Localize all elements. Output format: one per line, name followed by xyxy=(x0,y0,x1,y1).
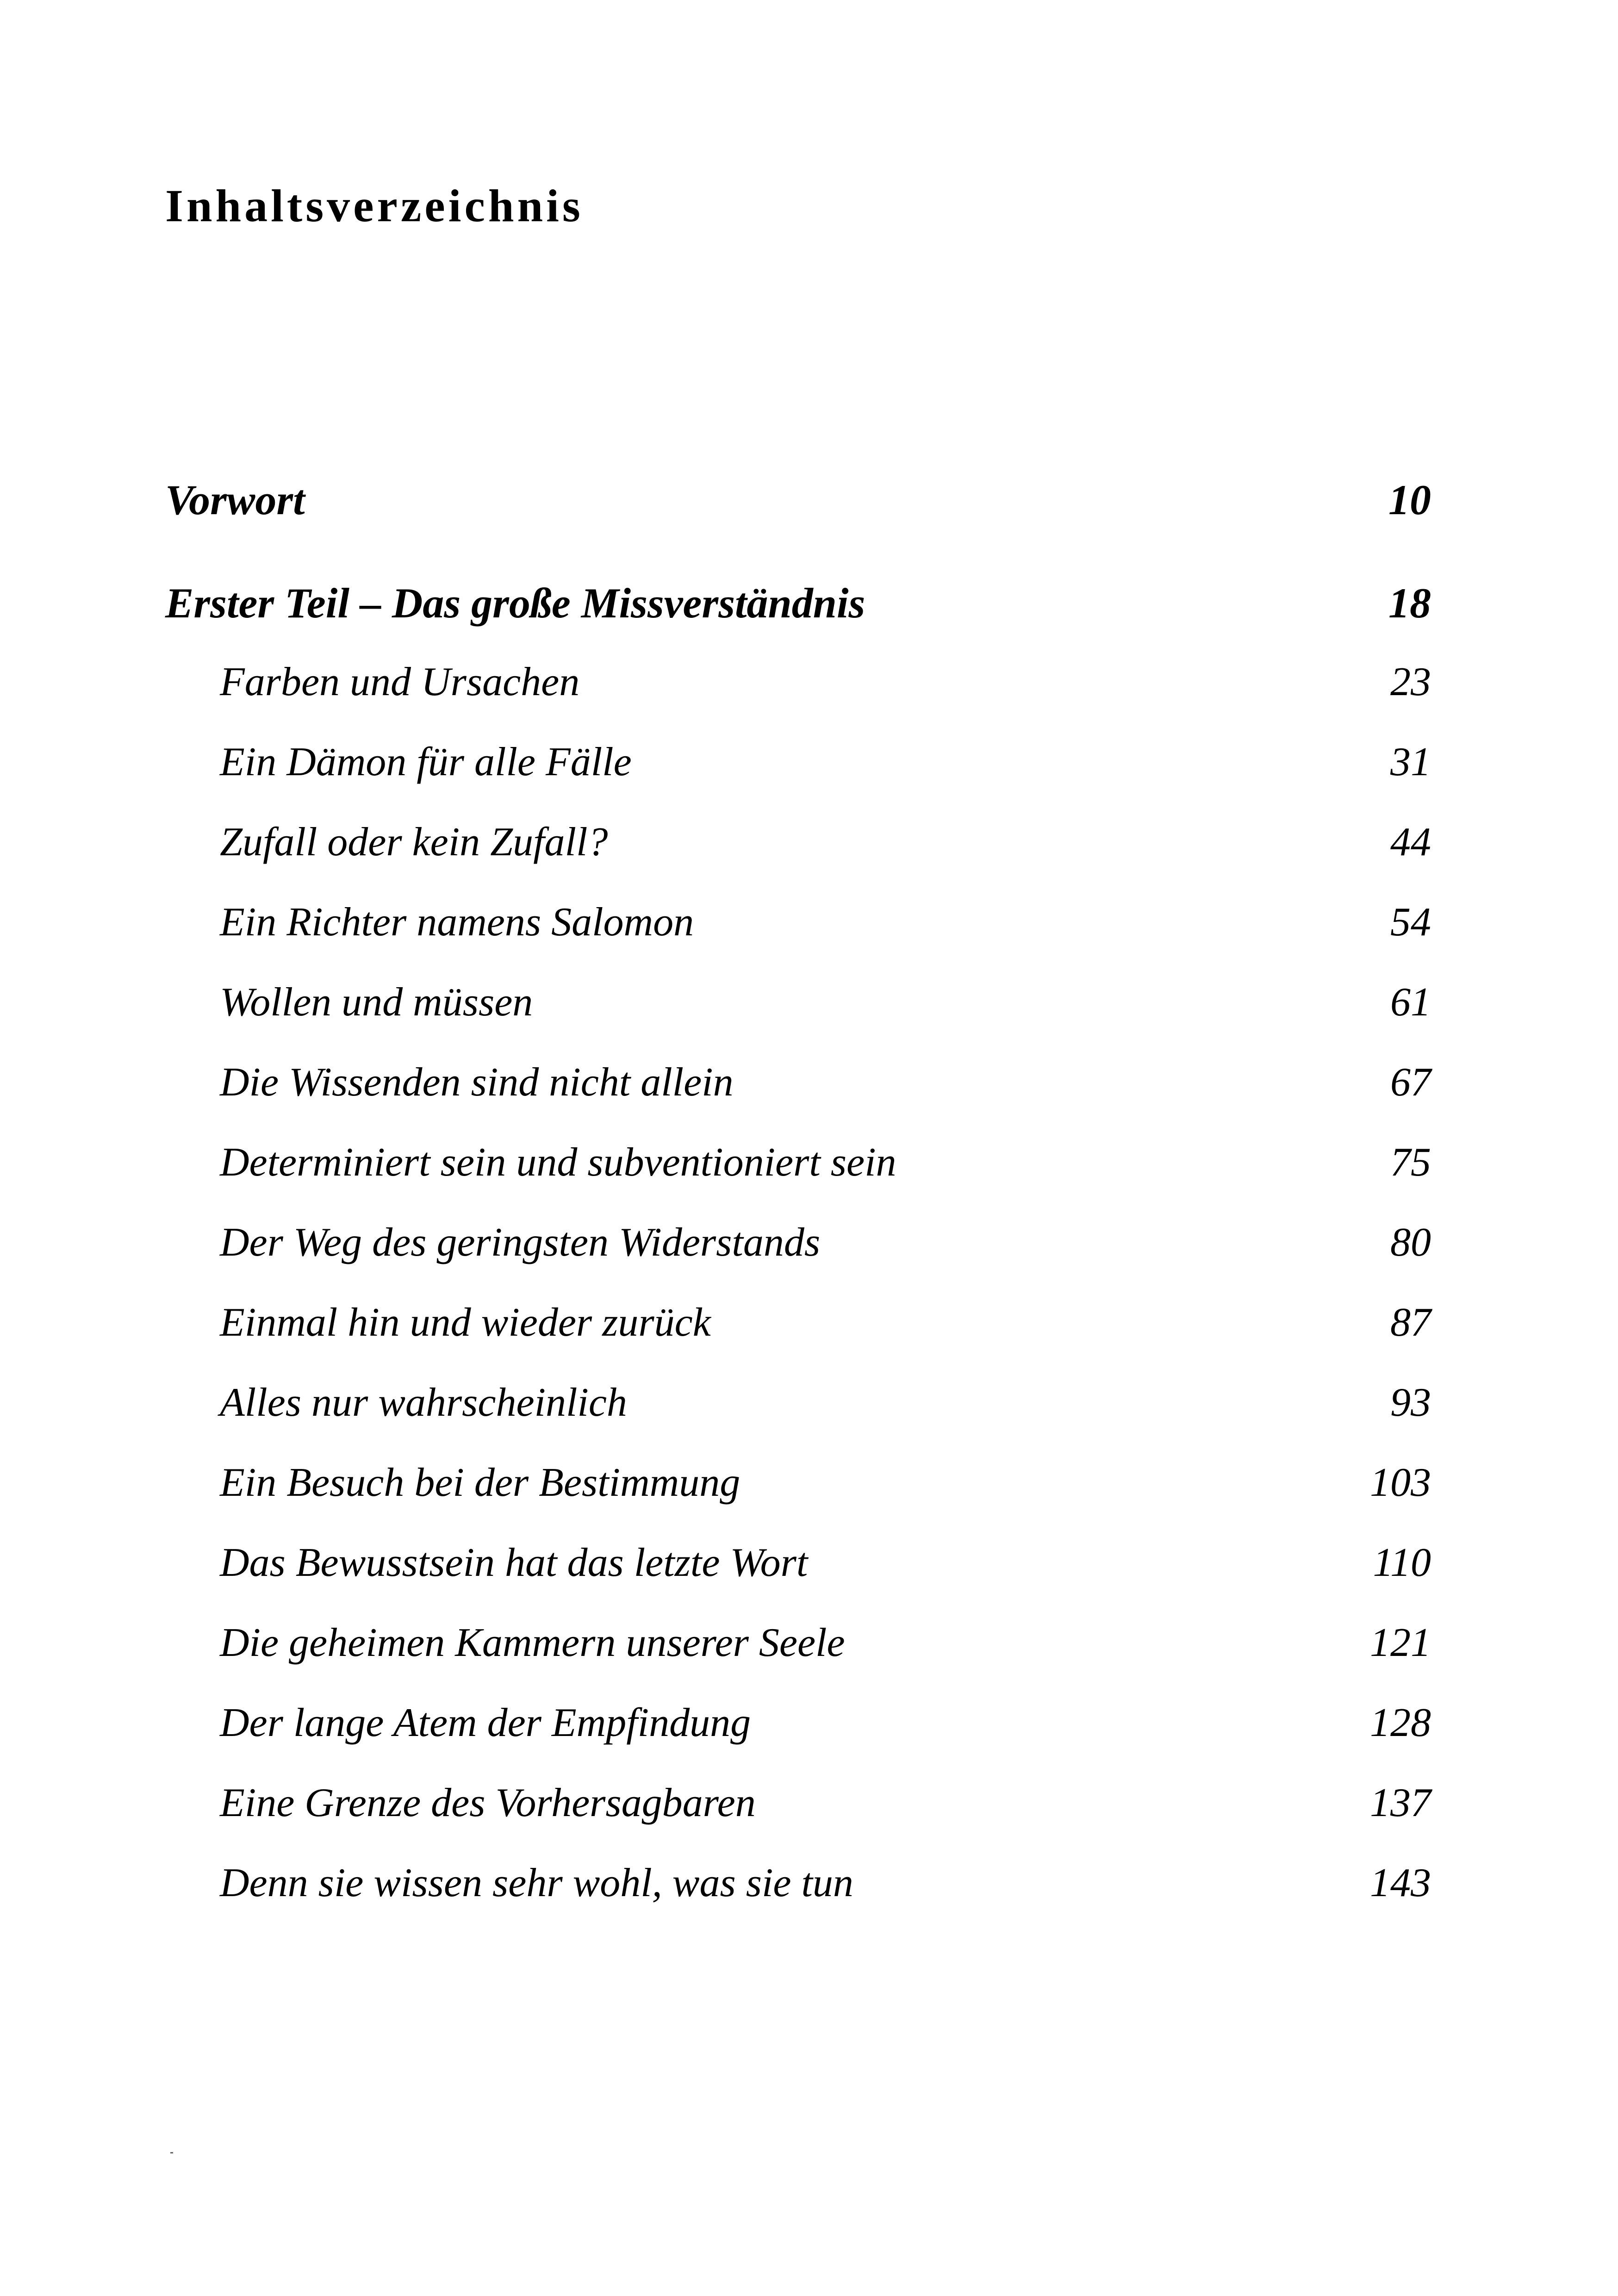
toc-entry-page-number: 23 xyxy=(1390,660,1431,704)
toc-entry-page-number: 137 xyxy=(1370,1780,1431,1825)
toc-entry-chapter[interactable] xyxy=(165,980,1431,1060)
toc-entry-page-number: 110 xyxy=(1373,1540,1431,1585)
toc-entry-page-number: 44 xyxy=(1390,820,1431,865)
toc-entry-chapter[interactable] xyxy=(165,1220,1431,1300)
toc-entry-foreword[interactable] xyxy=(165,477,1431,580)
toc-entry-title: Zufall oder kein Zufall? xyxy=(220,820,608,865)
toc-entry-chapter[interactable] xyxy=(165,660,1431,740)
toc-entry-chapter[interactable] xyxy=(165,740,1431,820)
toc-entry-title: Ein Dämon für alle Fälle xyxy=(220,740,632,784)
toc-entry-part-one[interactable] xyxy=(165,580,1431,660)
toc-entry-chapter[interactable] xyxy=(165,820,1431,900)
toc-entry-chapter[interactable] xyxy=(165,1381,1431,1461)
toc-entry-chapter[interactable] xyxy=(165,1701,1431,1781)
toc-entry-title: Einmal hin und wieder zurück xyxy=(220,1300,711,1345)
toc-entry-page-number: 61 xyxy=(1390,980,1431,1025)
toc-entry-title: Denn sie wissen sehr wohl, was sie tun xyxy=(220,1860,853,1905)
toc-entry-title: Ein Richter namens Salomon xyxy=(220,900,694,945)
toc-entry-page-number: 75 xyxy=(1390,1140,1431,1185)
toc-entry-page-number: 121 xyxy=(1370,1620,1431,1665)
toc-entry-title: Die Wissenden sind nicht allein xyxy=(220,1060,734,1105)
toc-entry-page-number: 143 xyxy=(1370,1860,1431,1905)
toc-entry-title: Der lange Atem der Empfindung xyxy=(220,1700,751,1745)
toc-entry-page-number: 80 xyxy=(1390,1220,1431,1265)
toc-entry-chapter[interactable] xyxy=(165,1461,1431,1541)
toc-entry-page-number: 54 xyxy=(1390,900,1431,945)
toc-entry-title: Wollen und müssen xyxy=(220,980,533,1025)
toc-entry-title: Die geheimen Kammern unserer Seele xyxy=(220,1620,845,1665)
toc-entry-title: Ein Besuch bei der Bestimmung xyxy=(220,1460,741,1505)
toc-entry-chapter[interactable] xyxy=(165,1621,1431,1701)
toc-entry-title: Farben und Ursachen xyxy=(220,660,580,704)
toc-entry-title: Das Bewusstsein hat das letzte Wort xyxy=(220,1540,808,1585)
toc-entry-page-number: 10 xyxy=(1388,476,1431,523)
toc-entry-chapter[interactable] xyxy=(165,1300,1431,1381)
toc-entry-page-number: 18 xyxy=(1388,579,1431,627)
toc-entry-title: Erster Teil – Das große Missverständnis xyxy=(165,579,865,627)
table-of-contents xyxy=(165,477,1431,1941)
page-title: Inhaltsverzeichnis xyxy=(165,180,584,231)
toc-entry-page-number: 87 xyxy=(1390,1300,1431,1345)
toc-entry-chapter[interactable] xyxy=(165,1861,1431,1941)
toc-entry-title: Alles nur wahrscheinlich xyxy=(220,1380,627,1425)
toc-entry-chapter[interactable] xyxy=(165,1140,1431,1220)
toc-entry-title: Vorwort xyxy=(165,476,305,523)
toc-entry-title: Der Weg des geringsten Widerstands xyxy=(220,1220,821,1265)
toc-entry-page-number: 67 xyxy=(1390,1060,1431,1105)
toc-entry-page-number: 31 xyxy=(1390,740,1431,784)
toc-entry-chapter[interactable] xyxy=(165,1060,1431,1140)
toc-entry-page-number: 103 xyxy=(1370,1460,1431,1505)
toc-entry-title: Eine Grenze des Vorhersagbaren xyxy=(220,1780,756,1825)
toc-entry-page-number: 128 xyxy=(1370,1700,1431,1745)
toc-entry-title: Determiniert sein und subventioniert sein xyxy=(220,1140,896,1185)
toc-entry-chapter[interactable] xyxy=(165,1781,1431,1861)
footer-mark xyxy=(170,2152,173,2153)
toc-entry-chapter[interactable] xyxy=(165,900,1431,980)
toc-entry-chapter[interactable] xyxy=(165,1541,1431,1621)
toc-entry-page-number: 93 xyxy=(1390,1380,1431,1425)
